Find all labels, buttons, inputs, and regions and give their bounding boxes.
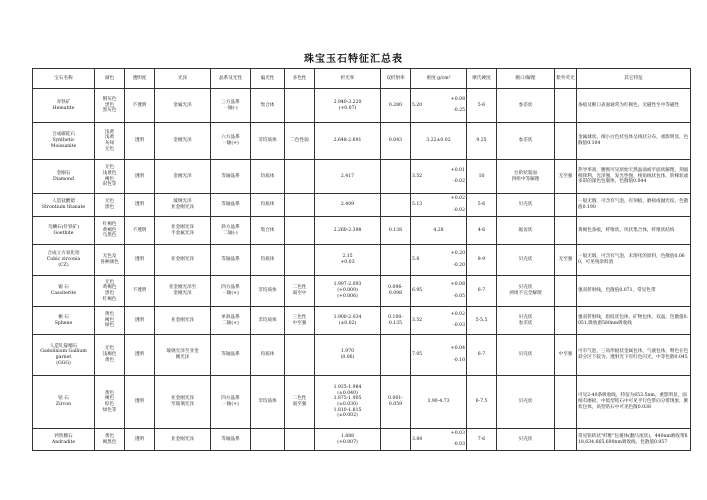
crystal-system-cell: 等轴晶系 bbox=[211, 429, 251, 451]
birefringence-cell: 0.096- 0.098 bbox=[381, 276, 411, 307]
pleochroism-cell bbox=[285, 335, 315, 376]
color-cell: 黄色 褐黑色 bbox=[95, 429, 125, 451]
luster-cell: 亚金刚光泽 bbox=[155, 307, 211, 335]
hardness-cell: 10 bbox=[467, 160, 497, 194]
luster-cell: 亚金刚光泽 至玻璃光泽 bbox=[155, 376, 211, 429]
density-cell bbox=[411, 245, 467, 276]
hardness-cell: 5-6 bbox=[467, 89, 497, 123]
other-features-cell: 强双折射线，指纹状包体，矿物包体，双晶，色散值0.051,吸收谱580nm吸收线 bbox=[577, 307, 691, 335]
luster-cell: 亚金刚光泽至 金刚光泽 bbox=[155, 276, 211, 307]
density-tolerance-minus: -0.25 bbox=[453, 108, 465, 114]
other-features-cell: 可有气泡，三角形板状金属包体，气液包体，继色在色彩分区下较为，透射光下有红色闪光，中等色散0.045 bbox=[577, 335, 691, 376]
col-header: 密度 g/cm³ bbox=[411, 69, 467, 89]
col-header: 宝石名称 bbox=[33, 69, 95, 89]
luster-cell: 金刚光泽 bbox=[155, 123, 211, 160]
gem-name-cell: 榍 石 Sphene bbox=[33, 307, 95, 335]
hardness-cell: 7-6 bbox=[467, 429, 497, 451]
color-cell: 无色及 各种颜色 bbox=[95, 245, 125, 276]
page-title: 珠宝玉石特征汇总表 bbox=[304, 54, 403, 65]
other-features-cell: 热导率高，腰围可见原始天然晶面或平面状解理，刻面棱锋利，光泽强，发光性强，棱角线状包体，阶梯状或多彩的深色包裹体，色散值0.044 bbox=[577, 160, 691, 194]
refractive-index-cell: 1.970 (0.06) bbox=[315, 335, 381, 376]
density-value: 5.8 bbox=[412, 257, 420, 263]
color-cell: 无色 黄褐色 黑色 红褐色 bbox=[95, 276, 125, 307]
uv-fluorescence-cell: 无至强 bbox=[555, 160, 577, 194]
crystal-system-cell: 等轴晶系 bbox=[211, 194, 251, 217]
density-cell: 4.28 bbox=[411, 217, 467, 245]
transparency-cell: 不透明 bbox=[125, 89, 155, 123]
col-header: 其它特征 bbox=[577, 69, 691, 89]
hardness-cell: 6-7.5 bbox=[467, 376, 497, 429]
cleavage-cell: 台阶状裂面 四组中等解理 bbox=[497, 160, 555, 194]
refractive-index-cell: 2.15 +0.03 bbox=[315, 245, 381, 276]
pleochroism-cell bbox=[285, 217, 315, 245]
table-row bbox=[33, 429, 691, 451]
uv-fluorescence-cell: 中至强 bbox=[555, 335, 577, 376]
other-features-cell: 强双折射线，色散值0.071，常见色带 bbox=[577, 276, 691, 307]
hardness-cell: 6-7 bbox=[467, 276, 497, 307]
crystal-system-cell: 四方晶系 一轴(+) bbox=[211, 376, 251, 429]
refractive-index-cell: 2.648-2.691 bbox=[315, 123, 381, 160]
birefringence-cell: 0.043 bbox=[381, 123, 411, 160]
color-cell: 钢灰色 黑色 黑灰色 bbox=[95, 89, 125, 123]
transparency-cell: 透明 bbox=[125, 123, 155, 160]
birefringence-cell bbox=[381, 160, 411, 194]
refractive-index-cell: 1.925-1.984 (±0.040) 1.875-1.905 (±0.030) 1.810-1.815 (±0.002) bbox=[315, 376, 381, 429]
cleavage-cell: 贝壳状 两组不完全解理 bbox=[497, 276, 555, 307]
gem-name-cell: 人造钆镓榴石 Gadolinium Gallium garnet (GGG) bbox=[33, 335, 95, 376]
density-cell bbox=[411, 307, 467, 335]
density-cell: 3.90-4.73 bbox=[411, 376, 467, 429]
transparency-cell: 透明 bbox=[125, 376, 155, 429]
uv-fluorescence-cell: 无至强 bbox=[555, 245, 577, 276]
birefringence-cell: 0.100- 0.135 bbox=[381, 307, 411, 335]
pleochroism-cell: 二色性 弱至中 bbox=[285, 276, 315, 307]
luster-cell: 金刚光泽 bbox=[155, 160, 211, 194]
col-header: 光泽 bbox=[155, 69, 211, 89]
birefringence-cell bbox=[381, 429, 411, 451]
polarization-cell: 均质体 bbox=[251, 335, 285, 376]
density-cell bbox=[411, 160, 467, 194]
other-features-cell: 一般无瑕，可含有气泡，未熔化的原料，色散值0.060，可见残余料渣 bbox=[577, 245, 691, 276]
density-tolerance-plus: +0.01 bbox=[450, 167, 465, 173]
color-cell: 无色 黑色 bbox=[95, 194, 125, 217]
gem-name-cell: 赤铁矿 Hematite bbox=[33, 89, 95, 123]
col-header: 晶系及光性 bbox=[211, 69, 251, 89]
hardness-cell: 5-6 bbox=[467, 194, 497, 217]
transparency-cell: 透明 bbox=[125, 307, 155, 335]
gem-name-cell: 钙铁榴石 Andradite bbox=[33, 429, 95, 451]
uv-fluorescence-cell bbox=[555, 217, 577, 245]
cleavage-cell: 参差状 bbox=[497, 123, 555, 160]
density-cell bbox=[411, 89, 467, 123]
table-row bbox=[33, 245, 691, 276]
cleavage-cell: 贝壳状 bbox=[497, 245, 555, 276]
other-features-cell: 黄褐色条痕，纤维状，块状集合体，纤维状结构 bbox=[577, 217, 691, 245]
density-value: 3.52 bbox=[412, 317, 423, 323]
density-cell bbox=[411, 335, 467, 376]
hardness-cell: 5-5.5 bbox=[467, 307, 497, 335]
gem-name-cell: 乌鳞石(针铁矿) Goethite bbox=[33, 217, 95, 245]
table-row bbox=[33, 307, 691, 335]
col-header: 多色性 bbox=[285, 69, 315, 89]
luster-cell: 亚金刚光泽 半金属光泽 bbox=[155, 217, 211, 245]
polarization-cell: 均质体 bbox=[251, 160, 285, 194]
color-cell: 浅黄 浅黄 灰绿 无色 bbox=[95, 123, 125, 160]
other-features-cell: 金属球状，细小白色状包体呈线状分布，重影明显，色散值0.104 bbox=[577, 123, 691, 160]
pleochroism-cell bbox=[285, 194, 315, 217]
density-value: 7.05 bbox=[412, 352, 423, 358]
density-value: 6.95 bbox=[412, 288, 423, 294]
birefringence-cell: 0.001- 0.059 bbox=[381, 376, 411, 429]
density-value: 3.52 bbox=[412, 173, 423, 179]
density-value: 3.84 bbox=[412, 436, 423, 442]
density-tolerance-minus: -0.03 bbox=[453, 323, 465, 329]
pleochroism-cell bbox=[285, 89, 315, 123]
density-value: 5.13 bbox=[412, 202, 423, 208]
gem-name-cell: 金刚石 Diamond bbox=[33, 160, 95, 194]
density-tolerance-minus: -0.05 bbox=[453, 293, 465, 299]
birefringence-cell: 0.138 bbox=[381, 217, 411, 245]
density-tolerance-minus: -0.02 bbox=[453, 207, 465, 213]
col-header: 双折射率 bbox=[381, 69, 411, 89]
uv-fluorescence-cell bbox=[555, 89, 577, 123]
other-features-cell: 可见2-40条吸收线，特征为653.5nm，重影明显，面棱有磨损，中低型锆石中可见平行色带向分带现象，絮状包体，高型锆石中可见色散0.038 bbox=[577, 376, 691, 429]
hardness-cell: 6-7 bbox=[467, 335, 497, 376]
cleavage-cell: 锯齿状 bbox=[497, 217, 555, 245]
density-tolerance-plus: +0.20 bbox=[450, 251, 465, 257]
gem-name-cell: 锆 石 Zircon bbox=[33, 376, 95, 429]
col-header: 颜色 bbox=[95, 69, 125, 89]
table-row bbox=[33, 194, 691, 217]
color-cell: 无色 浅黄色 褐色 彩色等 bbox=[95, 160, 125, 194]
col-header: 透明度 bbox=[125, 69, 155, 89]
polarization-cell: 非均质体 bbox=[251, 307, 285, 335]
polarization-cell: 集合体 bbox=[251, 217, 285, 245]
pleochroism-cell: 二色性 弱至强 bbox=[285, 376, 315, 429]
density-tolerance-plus: +0.08 bbox=[450, 282, 465, 288]
polarization-cell: 非均质体 bbox=[251, 123, 285, 160]
density-cell bbox=[411, 194, 467, 217]
uv-fluorescence-cell bbox=[555, 194, 577, 217]
crystal-system-cell: 四方晶系 一轴(+) bbox=[211, 276, 251, 307]
hardness-cell: 9.25 bbox=[467, 123, 497, 160]
col-header: 折光率 bbox=[315, 69, 381, 89]
color-cell: 黄色 褐色 绿色 bbox=[95, 307, 125, 335]
cleavage-cell: 贝壳状 bbox=[497, 194, 555, 217]
refractive-index-cell: 2.417 bbox=[315, 160, 381, 194]
polarization-cell: 集合体 bbox=[251, 89, 285, 123]
color-cell: 红褐色 黄褐色 乌黑色 bbox=[95, 217, 125, 245]
transparency-cell: 透明 bbox=[125, 194, 155, 217]
table-row bbox=[33, 217, 691, 245]
transparency-cell: 透明 bbox=[125, 335, 155, 376]
birefringence-cell bbox=[381, 194, 411, 217]
density-cell: 3.22±0.02 bbox=[411, 123, 467, 160]
density-tolerance-minus: -0.02 bbox=[453, 179, 465, 185]
density-tolerance-plus: +0.02 bbox=[450, 311, 465, 317]
transparency-cell: 不透明 bbox=[125, 276, 155, 307]
uv-fluorescence-cell bbox=[555, 276, 577, 307]
gem-name-cell: 锡 石 Cassiterite bbox=[33, 276, 95, 307]
refractive-index-cell: 2.260-2.398 bbox=[315, 217, 381, 245]
crystal-system-cell: 等轴晶系 bbox=[211, 160, 251, 194]
table-header-row bbox=[33, 69, 691, 89]
luster-cell: 亚金刚光泽 bbox=[155, 429, 211, 451]
uv-fluorescence-cell bbox=[555, 376, 577, 429]
cleavage-cell: 贝壳状 参差状 bbox=[497, 307, 555, 335]
refractive-index-cell: 1.900-2.034 (±0.02) bbox=[315, 307, 381, 335]
polarization-cell: 均质体 bbox=[251, 194, 285, 217]
density-tolerance-plus: +0.03 bbox=[450, 430, 465, 436]
refractive-index-cell: 2.940-3.220 (+0.07) bbox=[315, 89, 381, 123]
crystal-system-cell: 单斜晶系 二轴(+) bbox=[211, 307, 251, 335]
polarization-cell bbox=[251, 429, 285, 451]
crystal-system-cell: 斜方晶系 二轴(-) bbox=[211, 217, 251, 245]
density-tolerance-plus: +0.08 bbox=[450, 96, 465, 102]
table-row bbox=[33, 123, 691, 160]
density-cell bbox=[411, 429, 467, 451]
pleochroism-cell: 二色性弱 bbox=[285, 123, 315, 160]
cleavage-cell: 贝壳状 bbox=[497, 429, 555, 451]
birefringence-cell: 0.280 bbox=[381, 89, 411, 123]
gem-name-cell: 合成碳硅石 Synthetic Moissanite bbox=[33, 123, 95, 160]
luster-cell: 金属光泽 bbox=[155, 89, 211, 123]
table-row bbox=[33, 276, 691, 307]
pleochroism-cell bbox=[285, 160, 315, 194]
density-value: 5.20 bbox=[412, 102, 423, 108]
color-cell: 无色 浅褐色 黄色 bbox=[95, 335, 125, 376]
col-header: 紫外荧光 bbox=[555, 69, 577, 89]
polarization-cell: 非均质体 bbox=[251, 376, 285, 429]
cleavage-cell: 贝壳状 bbox=[497, 376, 555, 429]
luster-cell: 玻璃光泽至亚金 刚光泽 bbox=[155, 335, 211, 376]
hardness-cell: 4-6 bbox=[467, 217, 497, 245]
pleochroism-cell: 三色性 中至强 bbox=[285, 307, 315, 335]
other-features-cell: 一般无瑕，可含有气泡，有刻痕，磨损或抛光纹，色散值0.190 bbox=[577, 194, 691, 217]
gem-table bbox=[32, 68, 691, 451]
color-cell: 黄色 褐色 棕色 绿色等 bbox=[95, 376, 125, 429]
refractive-index-cell: 1.888 (+0.007) bbox=[315, 429, 381, 451]
hardness-cell: 8-9 bbox=[467, 245, 497, 276]
crystal-system-cell: 六方晶系 一轴(+) bbox=[211, 123, 251, 160]
uv-fluorescence-cell bbox=[555, 429, 577, 451]
density-tolerance-minus: -0.03 bbox=[453, 442, 465, 448]
other-features-cell: 常见钮转状"纤维"包裹体(翻马尾状)，440nm吸收带618,634,665,690nm吸收线，色散值0.057 bbox=[577, 429, 691, 451]
polarization-cell: 非均质体 bbox=[251, 276, 285, 307]
uv-fluorescence-cell bbox=[555, 307, 577, 335]
density-tolerance-plus: +0.02 bbox=[450, 196, 465, 202]
transparency-cell: 透明 bbox=[125, 160, 155, 194]
table-row bbox=[33, 376, 691, 429]
density-cell bbox=[411, 276, 467, 307]
transparency-cell: 透明 bbox=[125, 429, 155, 451]
density-tolerance-plus: +0.04 bbox=[450, 346, 465, 352]
pleochroism-cell bbox=[285, 429, 315, 451]
cleavage-cell: 贝壳状 bbox=[497, 335, 555, 376]
transparency-cell: 透明 bbox=[125, 245, 155, 276]
density-tolerance-minus: -0.20 bbox=[453, 262, 465, 268]
col-header: 摩氏硬度 bbox=[467, 69, 497, 89]
col-header: 偏光性 bbox=[251, 69, 285, 89]
table-row bbox=[33, 89, 691, 123]
polarization-cell: 均质体 bbox=[251, 245, 285, 276]
gem-name-cell: 合成立方氧化锆 Cubic zirconia (CZ) bbox=[33, 245, 95, 276]
crystal-system-cell: 三方晶系 一轴(-) bbox=[211, 89, 251, 123]
luster-cell: 玻璃光泽 亚金刚光泽 bbox=[155, 194, 211, 217]
birefringence-cell bbox=[381, 335, 411, 376]
col-header: 断口/解理 bbox=[497, 69, 555, 89]
birefringence-cell bbox=[381, 245, 411, 276]
density-tolerance-minus: -0.10 bbox=[453, 357, 465, 363]
cleavage-cell: 参差状 bbox=[497, 89, 555, 123]
other-features-cell: 条痕及断口表面通常为红褐色，无磁性至中等磁性 bbox=[577, 89, 691, 123]
crystal-system-cell: 等轴晶系 bbox=[211, 335, 251, 376]
transparency-cell: 不透明 bbox=[125, 217, 155, 245]
refractive-index-cell: 2.409 bbox=[315, 194, 381, 217]
table-row bbox=[33, 335, 691, 376]
table-row bbox=[33, 160, 691, 194]
uv-fluorescence-cell bbox=[555, 123, 577, 160]
luster-cell: 亚金刚光泽 bbox=[155, 245, 211, 276]
crystal-system-cell: 等轴晶系 bbox=[211, 245, 251, 276]
gem-name-cell: 人造钛酸锶 Strontium titanate bbox=[33, 194, 95, 217]
pleochroism-cell bbox=[285, 245, 315, 276]
refractive-index-cell: 1.997-2.093 (+0.009) (+0.006) bbox=[315, 276, 381, 307]
